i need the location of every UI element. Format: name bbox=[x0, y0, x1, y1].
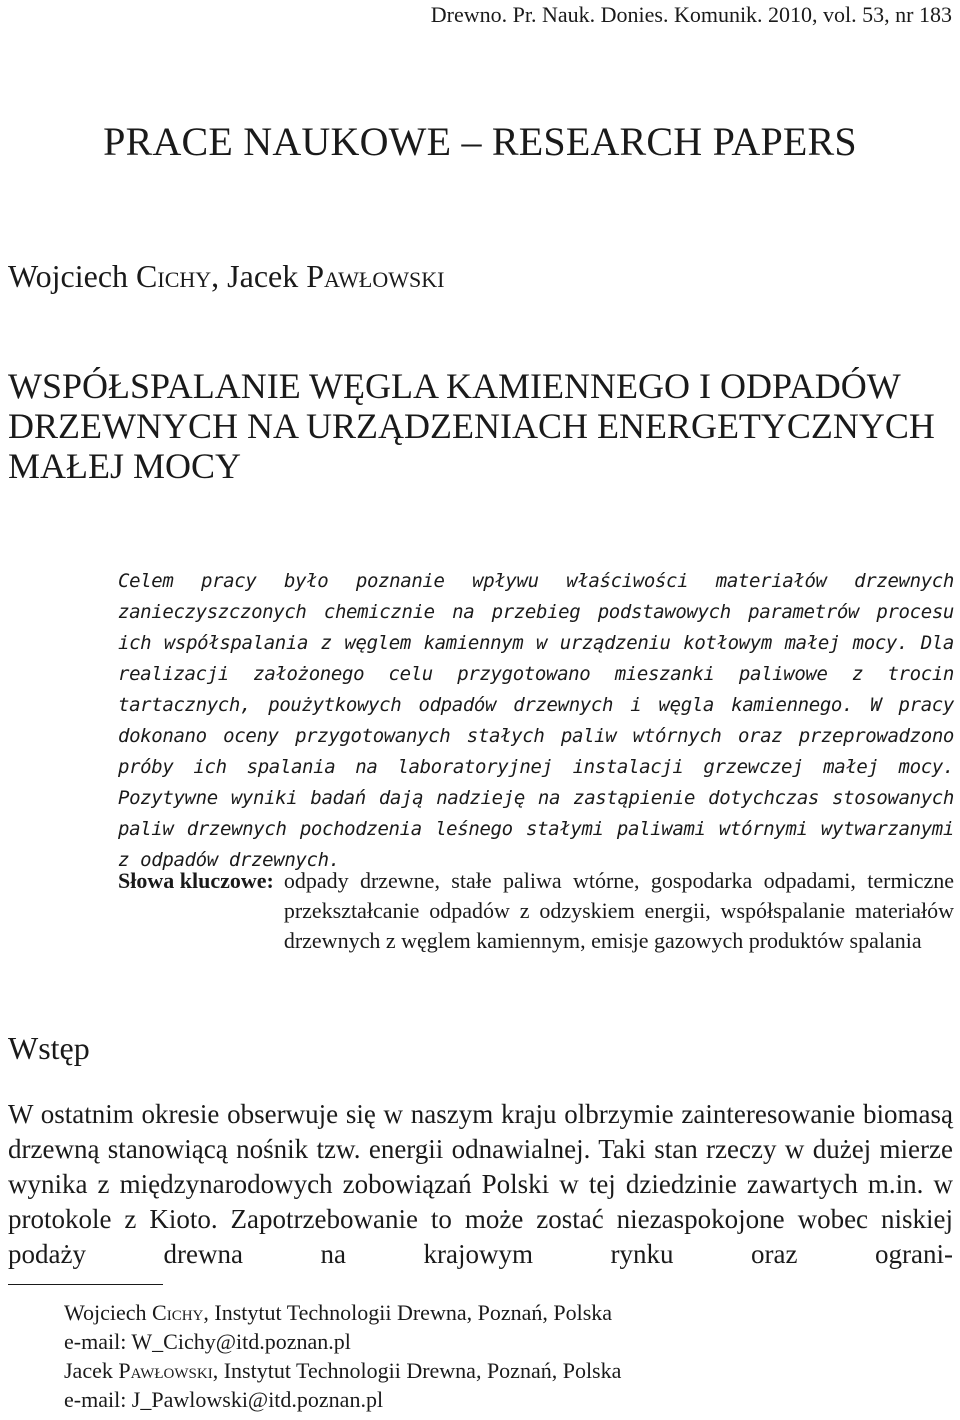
introduction-body bbox=[8, 1097, 953, 1272]
abstract-text: Celem pracy było poznanie wpływu właściwości materiałów drzewnych zanieczyszczonych chemicznie na przebieg podstawowych parametrów procesu ich współspalania z węglem kamiennym w urządzeniu kotłowym małej mocy. Dla realizacji założonego celu przygotowano mieszanki paliwowe z trocin tartacznych, poużytkowych odpadów drzewnych i węgla kamiennego. W pracy dokonano oceny przygotowanych stałych paliw wtórnych oraz przeprowadzono próby ich spalania na laboratoryjnej instalacji grzewczej małej mocy. Pozytywne wyniki badań dają nadzieję na zastąpienie dotychczas stosowanych paliw drzewnych pochodzenia leśnego stałymi paliwami wtórnymi wytwarzanymi z odpadów drzewnych. bbox=[118, 570, 954, 871]
author-line bbox=[8, 258, 444, 295]
running-head: Drewno. Pr. Nauk. Donies. Komunik. 2010, vol. 53, nr 183 bbox=[430, 2, 952, 27]
footnote-rule bbox=[8, 1284, 163, 1285]
author-separator: , bbox=[211, 258, 228, 294]
title-line-2: DRZEWNYCH NA URZĄDZENIACH ENERGETYCZNYCH bbox=[8, 406, 935, 446]
footnote-author2-affiliation: , Instytut Technologii Drewna, Poznań, Polska bbox=[212, 1358, 622, 1383]
keywords-text: odpady drzewne, stałe paliwa wtórne, gospodarka odpadami, termiczne przekształcanie odpadów z odzyskiem energii, współspalanie materiałów drzewnych z węglem kamiennym, emisje gazowych produktów spalania bbox=[283, 868, 954, 953]
footnote-author2 bbox=[64, 1356, 621, 1385]
footnote-author2-email[interactable]: e-mail: J_Pawlowski@itd.poznan.pl bbox=[64, 1387, 384, 1412]
title-line-3: MAŁEJ MOCY bbox=[8, 446, 242, 486]
abstract bbox=[118, 566, 954, 876]
introduction-heading: Wstęp bbox=[8, 1030, 90, 1066]
footnote-author1-affiliation: , Instytut Technologii Drewna, Poznań, Polska bbox=[203, 1300, 613, 1325]
author2-given-name: Jacek bbox=[227, 258, 299, 294]
footnote-author2-given: Jacek bbox=[64, 1358, 113, 1383]
footnote-author1-email[interactable]: e-mail: W_Cichy@itd.poznan.pl bbox=[64, 1329, 351, 1354]
author2-surname: Pawłowski bbox=[306, 258, 445, 294]
footnotes bbox=[64, 1298, 621, 1414]
author1-given-name: Wojciech bbox=[8, 258, 129, 294]
introduction-text: W ostatnim okresie obserwuje się w naszym kraju olbrzymie zainteresowanie biomasą drzewną stanowiącą nośnik tzw. energii odnawialnej. Taki stan rzeczy w dużej mierze wynika z międzynarodowych zobowiązań Polski w tej dziedzinie zawartych m.in. w protokole z Kioto. Zapotrzebowanie to może zostać niezaspokojone wobec niskiej podaży drewna na krajowym rynku oraz ograni- bbox=[8, 1099, 953, 1269]
keywords-label: Słowa kluczowe: bbox=[118, 868, 274, 893]
section-label: PRACE NAUKOWE – RESEARCH PAPERS bbox=[103, 119, 857, 164]
paper-title bbox=[8, 366, 953, 486]
footnote-author1-given: Wojciech bbox=[64, 1300, 147, 1325]
footnote-author2-surname: Pawłowski bbox=[118, 1358, 213, 1383]
footnote-author1 bbox=[64, 1298, 621, 1327]
author1-surname: Cichy bbox=[136, 258, 212, 294]
footnote-author1-surname: Cichy bbox=[152, 1300, 204, 1325]
title-line-1: WSPÓŁSPALANIE WĘGLA KAMIENNEGO I ODPADÓW bbox=[8, 366, 901, 406]
keywords-block bbox=[118, 866, 954, 956]
